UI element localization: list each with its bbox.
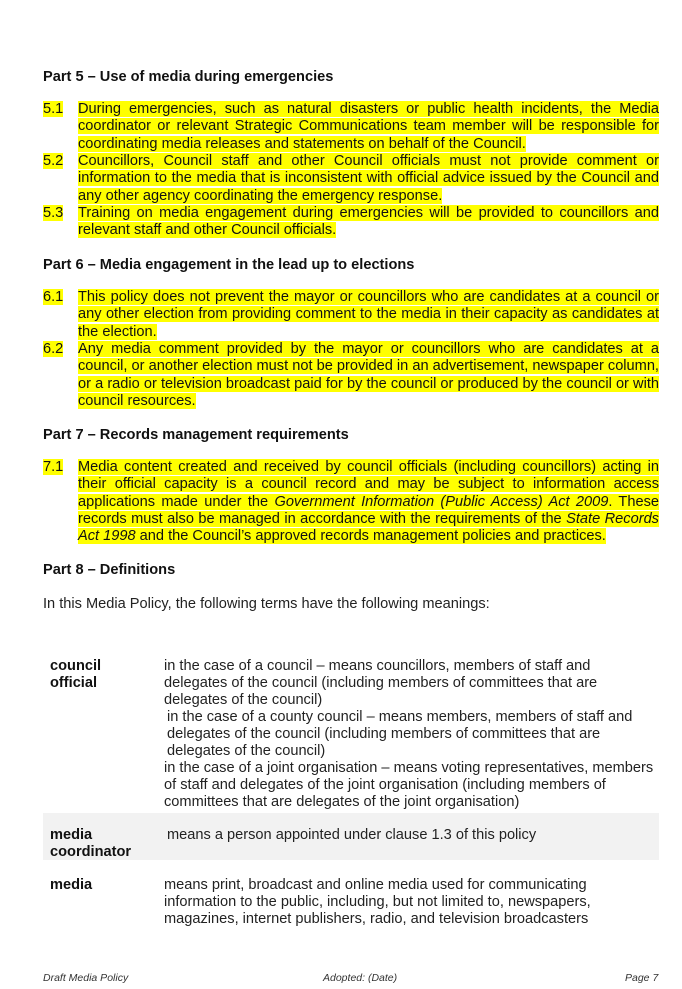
clause-text-part: and the Council’s approved records management policies and practices. — [135, 528, 606, 545]
definition-row-council-official — [43, 650, 659, 813]
definitions-table — [43, 650, 659, 940]
definitions-intro: In this Media Policy, the following terms have the following meanings: — [43, 596, 490, 612]
clause-5-2 — [43, 153, 659, 205]
meaning-paragraph: means print, broadcast and online media used for communicating information to the public, including, but not limited to, newspapers, magazines, internet publishers, radio, and television broadcasters — [164, 877, 591, 927]
clause-text: Any media comment provided by the mayor or councillors who are candidates at a council, or another election must not be provided in an advertisement, newspaper column, or a radio or television broadcast paid for by the council or produced by the council or with council resources. — [78, 341, 659, 409]
clause-6-1 — [43, 289, 659, 341]
clause-number: 7.1 — [43, 459, 64, 475]
term-line: official — [50, 675, 98, 691]
clause-text-part: . These records must also be managed in accordance with the requirements of the — [78, 493, 659, 527]
footer-adopted: Adopted: (Date) — [323, 972, 398, 984]
clause-5-1 — [43, 101, 659, 153]
part8-heading: Part 8 – Definitions — [43, 562, 176, 578]
part7-heading: Part 7 – Records management requirements — [43, 427, 349, 443]
clause-number: 6.2 — [43, 341, 64, 357]
definition-term — [50, 827, 131, 861]
clause-text — [78, 459, 659, 544]
definition-meaning — [164, 877, 654, 928]
definition-row-media-coordinator — [43, 813, 659, 860]
term-line: media — [50, 827, 93, 843]
clause-text: During emergencies, such as natural disasters or public health incidents, the Media coordinator or relevant Strategic Communications team member will be responsible for coordinating media releases and statements on behalf of the Council. — [78, 101, 659, 152]
clause-text: Councillors, Council staff and other Council officials must not provide comment or information to the media that is inconsistent with official advice issued by the Council and any other agency coordinating the emergency response. — [78, 153, 659, 204]
part6-heading: Part 6 – Media engagement in the lead up to elections — [43, 257, 415, 273]
clause-number: 5.2 — [43, 153, 64, 169]
clause-text: Training on media engagement during emergencies will be provided to councillors and relevant staff and other Council officials. — [78, 205, 659, 239]
definition-row-media — [43, 860, 659, 940]
clause-text-part: Media content created and received by council officials (including councillors) acting in their official capacity is a council record and may be subject to information access applications made under the — [78, 459, 659, 510]
meaning-paragraph: in the case of a council – means councillors, members of staff and delegates of the council (including members of committees that are delegates of the council) — [164, 658, 598, 708]
definition-term — [50, 877, 92, 894]
term-line: coordinator — [50, 844, 132, 860]
clause-number: 5.3 — [43, 205, 64, 221]
footer-title: Draft Media Policy — [43, 972, 129, 984]
meaning-paragraph: in the case of a joint organisation – means voting representatives, members of staff and delegates of the joint organisation (including members of committees that are delegates of the joint organisation) — [164, 760, 654, 810]
meaning-paragraph: in the case of a county council – means members, members of staff and delegates of the council (including members of committees that are delegates of the council) — [167, 709, 633, 759]
clause-text: This policy does not prevent the mayor or councillors who are candidates at a council or any other election from providing comment to the media in their capacity as candidates at the election. — [78, 289, 659, 340]
clause-7-1 — [43, 459, 659, 545]
act-title: State Records Act 1998 — [78, 510, 659, 545]
definition-term — [50, 658, 101, 692]
definition-meaning — [164, 658, 654, 811]
clause-number: 5.1 — [43, 101, 64, 117]
meaning-paragraph: means a person appointed under clause 1.3 of this policy — [167, 827, 537, 843]
clause-6-2 — [43, 341, 659, 410]
footer-page-number: Page 7 — [625, 972, 659, 984]
term-line: council — [50, 658, 102, 674]
definition-meaning — [167, 827, 657, 844]
clause-number: 6.1 — [43, 289, 64, 305]
act-title: Government Information (Public Access) Act 2009 — [274, 493, 609, 510]
part5-heading: Part 5 – Use of media during emergencies — [43, 69, 334, 85]
clause-5-3 — [43, 205, 659, 240]
term-line: media — [50, 877, 93, 893]
